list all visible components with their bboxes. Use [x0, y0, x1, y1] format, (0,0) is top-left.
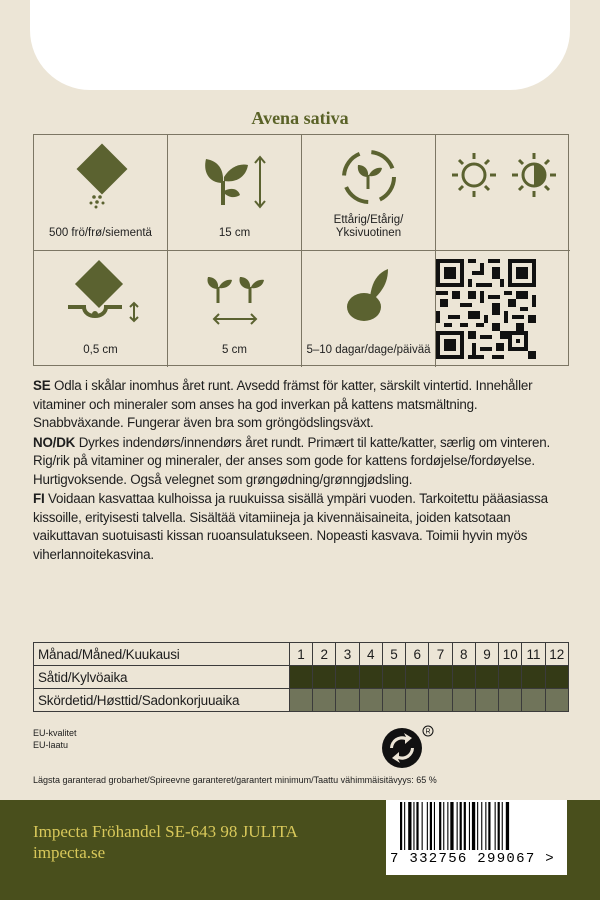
barcode-bar	[477, 802, 478, 850]
barcode-bar	[481, 802, 482, 850]
icon-grid	[33, 134, 569, 366]
barcode-bar	[464, 802, 466, 850]
seeds-cell	[34, 135, 168, 251]
harvest-month-cell	[313, 689, 336, 712]
harvest-month-cell	[475, 689, 498, 712]
eu-quality	[33, 727, 77, 751]
text-no-dk: Dyrkes indendørs/innendørs året rundt. Primært til katte/katter, særlig om vinteren. Rig/rik på vitaminer og mineraler, der anses som gode for kattens fordøjelse/fordøyelse. Hurtigvoksende. Også velegnet som grøngødning/grønngjødsling.	[33, 434, 551, 487]
month-1: 1	[289, 643, 312, 666]
barcode-bar	[430, 802, 432, 850]
month-7: 7	[429, 643, 452, 666]
sowing-month-cell	[406, 666, 429, 689]
sowing-month-cell	[499, 666, 522, 689]
lang-code-fi: FI	[33, 491, 45, 506]
barcode-bar	[460, 802, 462, 850]
germination-cell	[302, 251, 436, 367]
sowing-label: Såtid/Kylvöaika	[34, 666, 290, 689]
plant-spacing-label: 5 cm	[222, 344, 247, 356]
month-9: 9	[475, 643, 498, 666]
description-text	[33, 377, 569, 565]
sowing-depth-cell	[34, 251, 168, 367]
barcode-bar	[427, 802, 428, 850]
barcode-bar	[408, 802, 411, 850]
green-dot-recycling-icon	[380, 724, 436, 772]
month-2: 2	[313, 643, 336, 666]
month-10: 10	[499, 643, 522, 666]
plant-spacing-cell	[168, 251, 302, 367]
barcode-bar	[502, 802, 503, 850]
lang-code-no-dk: NO/DK	[33, 434, 76, 450]
germination-guarantee: Lägsta garanterad grobarhet/Spireevne garanteret/garantert minimum/Taattu vähimmäisitävyys: 65 %	[33, 775, 437, 785]
company-address: Impecta Fröhandel SE-643 98 JULITA	[33, 822, 298, 841]
barcode-bar	[498, 802, 500, 850]
barcode-bars	[386, 800, 567, 850]
description-se	[33, 377, 569, 433]
annual-cycle-icon	[302, 143, 436, 223]
barcode-bar	[506, 802, 509, 850]
sowing-calendar	[33, 642, 569, 712]
lang-code-se: SE	[33, 378, 51, 393]
barcode-bar	[457, 802, 458, 850]
barcode-bar	[413, 802, 414, 850]
plant-height-icon	[168, 143, 302, 223]
germination-days-label: 5–10 dagar/dage/päivää	[306, 344, 431, 356]
sowing-depth-label: 0,5 cm	[83, 344, 118, 356]
month-6: 6	[406, 643, 429, 666]
barcode-bar	[404, 802, 405, 850]
harvest-month-cell	[429, 689, 452, 712]
barcode-bar	[450, 802, 453, 850]
month-4: 4	[359, 643, 382, 666]
text-fi: Voidaan kasvattaa kulhoissa ja ruukuissa sisällä ympäri vuoden. Tarkoitettu pääasiassa kissoille, erityisesti talvella. Sisältää vitamiineja ja kivennäisaineita, joiden katsotaan vaikuttavan suotuisasti kissan ruoansulatukseen. Nopeasti kasvava. Toimii hyvin myös viherlannoitekasvina.	[33, 491, 548, 562]
eu-quality-sv: EU-kvalitet	[33, 728, 77, 738]
harvest-month-cell	[289, 689, 312, 712]
lifecycle-label: Ettårig/Etårig/ Yksivuotinen	[333, 214, 404, 239]
lifecycle-cell	[302, 135, 436, 251]
calendar-header-row	[34, 643, 569, 666]
sowing-month-cell	[289, 666, 312, 689]
qr-code[interactable]	[436, 259, 536, 359]
qr-cell	[436, 251, 570, 367]
harvest-month-cell	[499, 689, 522, 712]
eu-quality-fi: EU-laatu	[33, 740, 69, 750]
barcode-bar	[488, 802, 490, 850]
month-3: 3	[336, 643, 359, 666]
company-website[interactable]: impecta.se	[33, 843, 106, 862]
barcode-bar	[443, 802, 444, 850]
description-fi	[33, 490, 569, 564]
half-sun-icon	[512, 153, 556, 197]
barcode-bar	[469, 802, 470, 850]
barcode-bar	[434, 802, 435, 850]
barcode-digits: 7 332756 299067 >	[390, 851, 555, 867]
sun-cell	[436, 135, 570, 251]
sowing-month-cell	[382, 666, 405, 689]
plant-spacing-icon	[168, 259, 302, 339]
harvest-month-cell	[336, 689, 359, 712]
description-no-dk	[33, 434, 569, 490]
month-header: Månad/Måned/Kuukausi	[34, 643, 290, 666]
svg-text:R: R	[425, 728, 431, 736]
sowing-month-cell	[475, 666, 498, 689]
harvest-month-cell	[382, 689, 405, 712]
harvest-label: Skördetid/Høsttid/Sadonkorjuuaika	[34, 689, 290, 712]
sowing-month-cell	[429, 666, 452, 689]
barcode-bar	[439, 802, 441, 850]
sowing-month-cell	[313, 666, 336, 689]
barcode-bar	[422, 802, 423, 850]
month-5: 5	[382, 643, 405, 666]
barcode	[386, 800, 567, 875]
harvest-month-cell	[406, 689, 429, 712]
sowing-row	[34, 666, 569, 689]
sowing-month-cell	[522, 666, 545, 689]
barcode-bar	[485, 802, 486, 850]
seeds-count-label: 500 frö/frø/siementä	[49, 227, 152, 239]
sowing-depth-icon	[34, 259, 168, 339]
sowing-month-cell	[545, 666, 568, 689]
harvest-month-cell	[522, 689, 545, 712]
barcode-bar	[400, 802, 402, 850]
hang-tab-cutout	[30, 0, 570, 90]
seed-packet-icon	[34, 143, 168, 223]
sowing-month-cell	[359, 666, 382, 689]
barcode-bar	[447, 802, 448, 850]
height-cell	[168, 135, 302, 251]
species-name: Avena sativa	[251, 108, 349, 128]
barcode-bar	[495, 802, 496, 850]
sowing-month-cell	[452, 666, 475, 689]
plant-height-label: 15 cm	[218, 227, 251, 239]
harvest-month-cell	[452, 689, 475, 712]
month-8: 8	[452, 643, 475, 666]
sun-icon	[436, 143, 570, 223]
barcode-bar	[472, 802, 475, 850]
harvest-month-cell	[545, 689, 568, 712]
sowing-month-cell	[336, 666, 359, 689]
harvest-row	[34, 689, 569, 712]
month-11: 11	[522, 643, 545, 666]
text-se: Odla i skålar inomhus året runt. Avsedd främst för katter, särskilt vintertid. Innehåller vitaminer och mineraler som anses ha god inverkan på kattens matsmältning. Snabbväxande. Fungerar även bra som gröngödslingsväxt.	[33, 378, 533, 430]
month-12: 12	[545, 643, 568, 666]
sprouting-seed-icon	[302, 259, 436, 339]
harvest-month-cell	[359, 689, 382, 712]
barcode-bar	[416, 802, 418, 850]
